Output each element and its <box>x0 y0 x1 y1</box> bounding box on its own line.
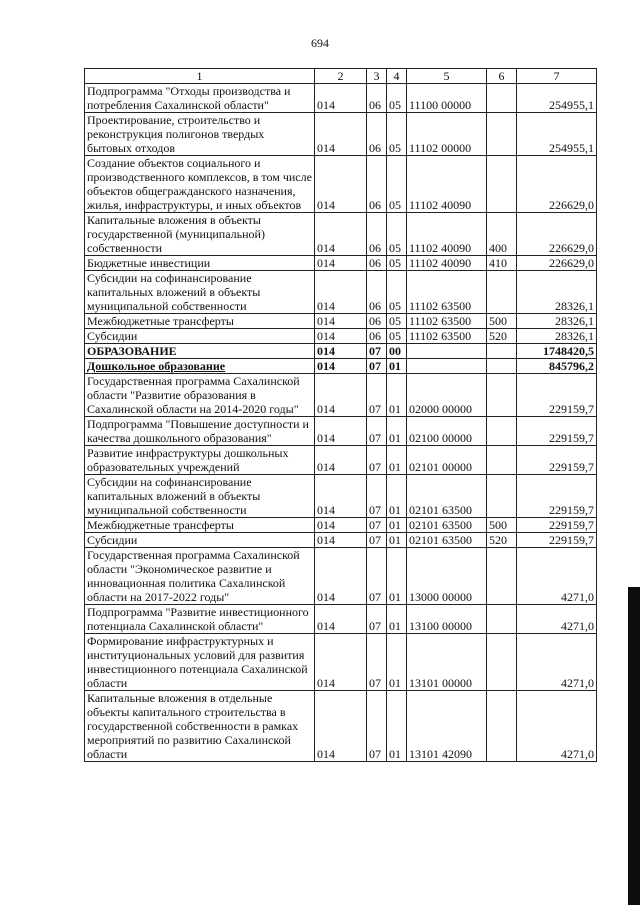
cell-amount: 845796,2 <box>517 359 597 374</box>
cell-subsection: 05 <box>387 256 407 271</box>
cell-target-article: 11102 00000 <box>407 113 487 156</box>
row-name: Государственная программа Сахалинской области "Развитие образования в Сахалинской области на 2014-2020 годы" <box>85 374 315 417</box>
cell-target-article: 02101 63500 <box>407 518 487 533</box>
cell-admin-code: 014 <box>315 446 367 475</box>
cell-expense-type <box>487 84 517 113</box>
row-name: Субсидии на софинансирование капитальных вложений в объекты муниципальной собственности <box>85 475 315 518</box>
cell-expense-type <box>487 359 517 374</box>
cell-section: 06 <box>367 314 387 329</box>
row-name: Подпрограмма "Повышение доступности и качества дошкольного образования" <box>85 417 315 446</box>
cell-target-article: 02101 00000 <box>407 446 487 475</box>
row-name: Субсидии <box>85 329 315 344</box>
cell-amount: 4271,0 <box>517 548 597 605</box>
cell-target-article: 13101 00000 <box>407 634 487 691</box>
cell-expense-type: 410 <box>487 256 517 271</box>
row-name: Межбюджетные трансферты <box>85 314 315 329</box>
cell-admin-code: 014 <box>315 344 367 359</box>
table-row <box>85 475 597 518</box>
cell-target-article: 13100 00000 <box>407 605 487 634</box>
cell-section: 07 <box>367 691 387 762</box>
cell-amount: 229159,7 <box>517 533 597 548</box>
cell-section: 07 <box>367 634 387 691</box>
cell-admin-code: 014 <box>315 84 367 113</box>
cell-expense-type: 520 <box>487 533 517 548</box>
cell-expense-type <box>487 271 517 314</box>
row-name: Развитие инфраструктуры дошкольных образовательных учреждений <box>85 446 315 475</box>
cell-section: 07 <box>367 533 387 548</box>
row-name: Бюджетные инвестиции <box>85 256 315 271</box>
cell-section: 07 <box>367 475 387 518</box>
cell-admin-code: 014 <box>315 113 367 156</box>
cell-target-article: 11100 00000 <box>407 84 487 113</box>
cell-target-article: 11102 63500 <box>407 271 487 314</box>
cell-target-article: 13101 42090 <box>407 691 487 762</box>
cell-subsection: 01 <box>387 446 407 475</box>
cell-expense-type <box>487 446 517 475</box>
table-row <box>85 533 597 548</box>
column-header: 7 <box>517 69 597 84</box>
cell-section: 06 <box>367 84 387 113</box>
cell-expense-type: 400 <box>487 213 517 256</box>
table-row <box>85 113 597 156</box>
table-row <box>85 374 597 417</box>
table-row <box>85 446 597 475</box>
cell-expense-type <box>487 634 517 691</box>
row-name: Дошкольное образование <box>85 359 315 374</box>
cell-amount: 229159,7 <box>517 475 597 518</box>
cell-amount: 28326,1 <box>517 329 597 344</box>
table-row <box>85 329 597 344</box>
cell-amount: 254955,1 <box>517 84 597 113</box>
cell-subsection: 01 <box>387 475 407 518</box>
cell-target-article: 11102 40090 <box>407 156 487 213</box>
table-row <box>85 634 597 691</box>
cell-expense-type <box>487 113 517 156</box>
cell-target-article: 02000 00000 <box>407 374 487 417</box>
cell-subsection: 01 <box>387 548 407 605</box>
cell-section: 06 <box>367 156 387 213</box>
cell-expense-type <box>487 156 517 213</box>
cell-subsection: 00 <box>387 344 407 359</box>
cell-admin-code: 014 <box>315 359 367 374</box>
cell-subsection: 05 <box>387 329 407 344</box>
cell-subsection: 05 <box>387 113 407 156</box>
row-name: Государственная программа Сахалинской области "Экономическое развитие и инновационная политика Сахалинской области на 2017-2022 годы" <box>85 548 315 605</box>
cell-target-article: 13000 00000 <box>407 548 487 605</box>
cell-expense-type <box>487 374 517 417</box>
cell-admin-code: 014 <box>315 417 367 446</box>
header-row <box>85 69 597 84</box>
table-row <box>85 344 597 359</box>
table-row <box>85 314 597 329</box>
cell-target-article: 02101 63500 <box>407 533 487 548</box>
column-header: 1 <box>85 69 315 84</box>
cell-section: 07 <box>367 446 387 475</box>
cell-section: 07 <box>367 605 387 634</box>
table-row <box>85 359 597 374</box>
cell-section: 06 <box>367 329 387 344</box>
table-row <box>85 256 597 271</box>
cell-amount: 229159,7 <box>517 446 597 475</box>
row-name: Создание объектов социального и производственного комплексов, в том числе объектов общегражданского назначения, жилья, инфраструктуры, и иных объектов <box>85 156 315 213</box>
cell-subsection: 05 <box>387 271 407 314</box>
cell-section: 07 <box>367 344 387 359</box>
cell-section: 07 <box>367 518 387 533</box>
row-name: Субсидии на софинансирование капитальных вложений в объекты муниципальной собственности <box>85 271 315 314</box>
cell-admin-code: 014 <box>315 256 367 271</box>
cell-admin-code: 014 <box>315 691 367 762</box>
cell-admin-code: 014 <box>315 605 367 634</box>
table-row <box>85 605 597 634</box>
cell-admin-code: 014 <box>315 533 367 548</box>
cell-target-article <box>407 359 487 374</box>
cell-subsection: 05 <box>387 213 407 256</box>
cell-amount: 254955,1 <box>517 113 597 156</box>
cell-section: 07 <box>367 417 387 446</box>
cell-section: 06 <box>367 113 387 156</box>
cell-expense-type: 520 <box>487 329 517 344</box>
cell-admin-code: 014 <box>315 518 367 533</box>
cell-expense-type: 500 <box>487 518 517 533</box>
cell-expense-type: 500 <box>487 314 517 329</box>
cell-subsection: 01 <box>387 374 407 417</box>
cell-section: 06 <box>367 271 387 314</box>
cell-target-article <box>407 344 487 359</box>
column-header: 5 <box>407 69 487 84</box>
cell-expense-type <box>487 548 517 605</box>
column-header: 4 <box>387 69 407 84</box>
cell-amount: 4271,0 <box>517 634 597 691</box>
table-row <box>85 417 597 446</box>
cell-subsection: 05 <box>387 156 407 213</box>
cell-admin-code: 014 <box>315 314 367 329</box>
cell-target-article: 11102 40090 <box>407 213 487 256</box>
cell-subsection: 01 <box>387 533 407 548</box>
cell-admin-code: 014 <box>315 548 367 605</box>
table-row <box>85 84 597 113</box>
row-name: Проектирование, строительство и реконструкция полигонов твердых бытовых отходов <box>85 113 315 156</box>
cell-subsection: 01 <box>387 605 407 634</box>
table-row <box>85 518 597 533</box>
cell-section: 07 <box>367 548 387 605</box>
cell-subsection: 01 <box>387 634 407 691</box>
cell-admin-code: 014 <box>315 213 367 256</box>
cell-expense-type <box>487 417 517 446</box>
cell-amount: 28326,1 <box>517 314 597 329</box>
cell-subsection: 01 <box>387 359 407 374</box>
row-name: Подпрограмма "Развитие инвестиционного потенциала Сахалинской области" <box>85 605 315 634</box>
cell-subsection: 05 <box>387 314 407 329</box>
cell-amount: 229159,7 <box>517 417 597 446</box>
row-name: Формирование инфраструктурных и институциональных условий для развития инвестиционного потенциала Сахалинской области <box>85 634 315 691</box>
cell-target-article: 11102 63500 <box>407 329 487 344</box>
row-name: Межбюджетные трансферты <box>85 518 315 533</box>
row-name: Подпрограмма "Отходы производства и потребления Сахалинской области" <box>85 84 315 113</box>
cell-amount: 229159,7 <box>517 374 597 417</box>
cell-subsection: 01 <box>387 417 407 446</box>
cell-amount: 4271,0 <box>517 605 597 634</box>
column-header: 3 <box>367 69 387 84</box>
cell-section: 07 <box>367 359 387 374</box>
cell-section: 06 <box>367 256 387 271</box>
cell-expense-type <box>487 475 517 518</box>
table-row <box>85 691 597 762</box>
cell-amount: 229159,7 <box>517 518 597 533</box>
cell-target-article: 11102 40090 <box>407 256 487 271</box>
cell-section: 07 <box>367 374 387 417</box>
cell-admin-code: 014 <box>315 475 367 518</box>
cell-target-article: 11102 63500 <box>407 314 487 329</box>
cell-section: 06 <box>367 213 387 256</box>
cell-amount: 226629,0 <box>517 156 597 213</box>
cell-amount: 226629,0 <box>517 256 597 271</box>
cell-amount: 28326,1 <box>517 271 597 314</box>
cell-admin-code: 014 <box>315 271 367 314</box>
scan-edge-bar <box>628 587 640 905</box>
row-name: Капитальные вложения в отдельные объекты капитального строительства в государственной собственности в рамках мероприятий по развитию Сахалинской области <box>85 691 315 762</box>
table-row <box>85 271 597 314</box>
cell-admin-code: 014 <box>315 156 367 213</box>
cell-admin-code: 014 <box>315 634 367 691</box>
cell-expense-type <box>487 691 517 762</box>
table-row <box>85 213 597 256</box>
row-name: Субсидии <box>85 533 315 548</box>
cell-target-article: 02100 00000 <box>407 417 487 446</box>
column-header: 6 <box>487 69 517 84</box>
page-number: 694 <box>311 36 329 50</box>
table-row <box>85 548 597 605</box>
budget-table <box>84 68 597 762</box>
cell-amount: 226629,0 <box>517 213 597 256</box>
cell-subsection: 05 <box>387 84 407 113</box>
table-row <box>85 156 597 213</box>
cell-expense-type <box>487 605 517 634</box>
cell-target-article: 02101 63500 <box>407 475 487 518</box>
cell-subsection: 01 <box>387 691 407 762</box>
cell-amount: 4271,0 <box>517 691 597 762</box>
column-header: 2 <box>315 69 367 84</box>
cell-admin-code: 014 <box>315 374 367 417</box>
cell-subsection: 01 <box>387 518 407 533</box>
row-name: ОБРАЗОВАНИЕ <box>85 344 315 359</box>
row-name: Капитальные вложения в объекты государственной (муниципальной) собственности <box>85 213 315 256</box>
cell-amount: 1748420,5 <box>517 344 597 359</box>
cell-admin-code: 014 <box>315 329 367 344</box>
cell-expense-type <box>487 344 517 359</box>
